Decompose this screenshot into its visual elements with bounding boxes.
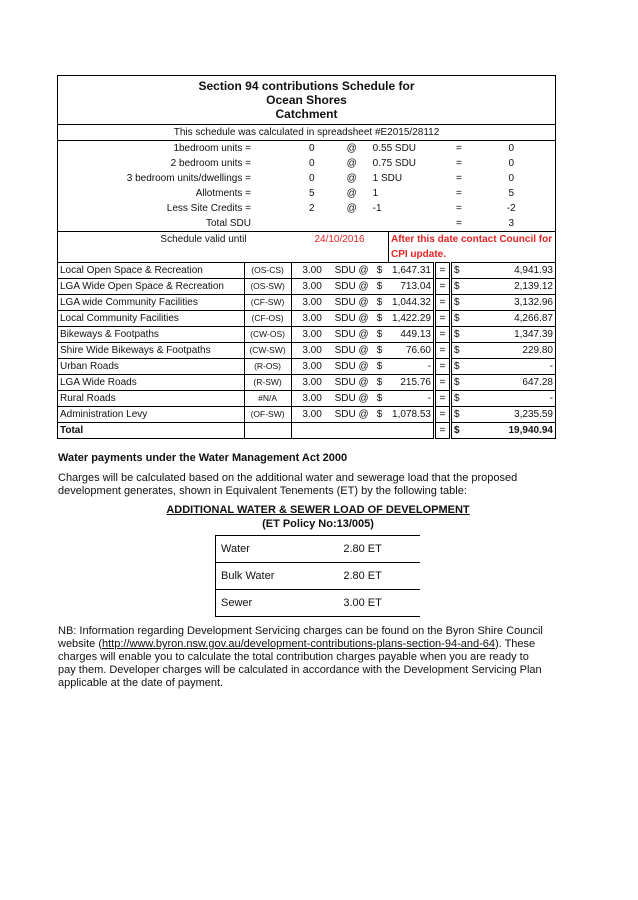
unit-at: @: [346, 203, 357, 214]
item-cur2: $: [450, 407, 467, 423]
total-label: Total: [58, 423, 245, 439]
item-cur2: $: [450, 359, 467, 375]
unit-eq: =: [456, 203, 462, 214]
item-eq: =: [434, 407, 450, 423]
et-row: [216, 590, 421, 617]
item-amount: 1,347.39: [467, 327, 555, 343]
valid-label: Schedule valid until: [160, 234, 247, 245]
item-rate: 215.76: [388, 375, 434, 391]
valid-note-line2: CPI update.: [388, 247, 555, 263]
item-name: LGA wide Community Facilities: [58, 295, 245, 311]
item-code: (OS-SW): [244, 279, 291, 295]
item-unit: SDU @: [333, 359, 371, 375]
item-code: (OS-CS): [244, 263, 291, 279]
contribution-row: [58, 343, 556, 359]
item-sdu: 3.00: [291, 279, 333, 295]
item-unit: SDU @: [333, 279, 371, 295]
et-label: Water: [216, 536, 304, 563]
item-rate: 1,422.29: [388, 311, 434, 327]
item-name: Rural Roads: [58, 391, 245, 407]
total-cur: $: [453, 425, 460, 436]
item-amount: 4,266.87: [467, 311, 555, 327]
item-sdu: 3.00: [291, 295, 333, 311]
item-amount: -: [467, 359, 555, 375]
item-sdu: 3.00: [291, 375, 333, 391]
contribution-row: [58, 279, 556, 295]
item-rate: 1,078.53: [388, 407, 434, 423]
item-eq: =: [434, 279, 450, 295]
item-unit: SDU @: [333, 375, 371, 391]
et-table: [215, 535, 420, 617]
total-eq: =: [434, 423, 450, 439]
item-cur2: $: [450, 391, 467, 407]
unit-label: Allotments =: [195, 188, 251, 199]
item-unit: SDU @: [333, 263, 371, 279]
item-unit: SDU @: [333, 327, 371, 343]
item-code: (CW-SW): [244, 343, 291, 359]
unit-at: @: [346, 143, 357, 154]
unit-rate: 0.55 SDU: [372, 143, 417, 154]
item-amount: 4,941.93: [467, 263, 555, 279]
item-cur: $: [371, 343, 389, 359]
item-unit: SDU @: [333, 343, 371, 359]
et-value: 2.80 ET: [303, 536, 420, 563]
item-amount: 3,235.59: [467, 407, 555, 423]
item-rate: -: [388, 391, 434, 407]
item-eq: =: [434, 391, 450, 407]
item-sdu: 3.00: [291, 263, 333, 279]
unit-at: @: [346, 173, 357, 184]
item-amount: 2,139.12: [467, 279, 555, 295]
unit-qty: 0: [309, 143, 315, 154]
unit-result: 0: [508, 143, 514, 154]
item-name: LGA Wide Open Space & Recreation: [58, 279, 245, 295]
item-cur: $: [371, 359, 389, 375]
unit-rate: 1: [372, 188, 379, 199]
total-sdu-value: 3: [467, 216, 555, 232]
item-eq: =: [434, 295, 450, 311]
unit-qty: 0: [309, 158, 315, 169]
item-sdu: 3.00: [291, 391, 333, 407]
unit-label: 1bedroom units =: [173, 143, 251, 154]
unit-qty: 2: [309, 203, 315, 214]
item-name: Administration Levy: [58, 407, 245, 423]
item-sdu: 3.00: [291, 343, 333, 359]
item-code: (R-SW): [244, 375, 291, 391]
et-table-title: ADDITIONAL WATER & SEWER LOAD OF DEVELOPMENT: [166, 504, 470, 516]
nb-paragraph: NB: Information regarding Development Servicing charges can be found on the Byron Shire Council website (http://www.byron.nsw.gov.au/development-contributions-plans-section-94-and-64). These charges will enable you to calculate the total contribution charges payable when you are ready to pay them. Developer charges will be calculated in accordance with the Development Servicing Plan applicable at the date of payment.: [58, 625, 543, 689]
item-code: #N/A: [244, 391, 291, 407]
item-eq: =: [434, 375, 450, 391]
et-label: Sewer: [216, 590, 304, 617]
unit-qty: 0: [309, 173, 315, 184]
water-intro: Charges will be calculated based on the additional water and sewerage load that the proposed development generates, shown in Equivalent Tenements (ET) by the following table:: [58, 472, 518, 497]
total-amount: 19,940.94: [508, 425, 553, 436]
item-name: Local Open Space & Recreation: [58, 263, 245, 279]
item-amount: 229.80: [467, 343, 555, 359]
item-eq: =: [434, 359, 450, 375]
item-code: (R-OS): [244, 359, 291, 375]
item-sdu: 3.00: [291, 359, 333, 375]
item-cur: $: [371, 407, 389, 423]
et-value: 3.00 ET: [303, 590, 420, 617]
item-eq: =: [434, 263, 450, 279]
contribution-row: [58, 359, 556, 375]
item-name: Bikeways & Footpaths: [58, 327, 245, 343]
total-sdu-label: Total SDU: [58, 216, 292, 232]
item-code: (CF-OS): [244, 311, 291, 327]
schedule-title: Section 94 contributions Schedule for Ocean Shores Catchment: [58, 76, 556, 125]
unit-result: 0: [508, 173, 514, 184]
item-code: (CW-OS): [244, 327, 291, 343]
unit-eq: =: [456, 173, 462, 184]
unit-rate: -1: [372, 203, 382, 214]
item-rate: 76.60: [388, 343, 434, 359]
unit-row: [58, 186, 556, 201]
item-amount: 647.28: [467, 375, 555, 391]
item-sdu: 3.00: [291, 311, 333, 327]
item-rate: 1,647.31: [388, 263, 434, 279]
unit-rate: 1 SDU: [372, 173, 403, 184]
item-unit: SDU @: [333, 391, 371, 407]
unit-row: [58, 171, 556, 186]
item-rate: 1,044.32: [388, 295, 434, 311]
unit-at: @: [346, 188, 357, 199]
item-cur: $: [371, 391, 389, 407]
unit-row: [58, 201, 556, 216]
unit-label: 3 bedroom units/dwellings =: [126, 173, 251, 184]
item-cur: $: [371, 263, 389, 279]
unit-result: 5: [508, 188, 514, 199]
item-sdu: 3.00: [291, 327, 333, 343]
unit-result: 0: [508, 158, 514, 169]
contribution-row: [58, 407, 556, 423]
item-cur: $: [371, 295, 389, 311]
contributions-schedule-table: [57, 75, 556, 439]
contribution-row: [58, 327, 556, 343]
unit-eq: =: [456, 143, 462, 154]
unit-eq: =: [456, 158, 462, 169]
item-cur: $: [371, 279, 389, 295]
item-cur: $: [371, 327, 389, 343]
unit-label: 2 bedroom units =: [170, 158, 251, 169]
et-policy: (ET Policy No:13/005): [262, 518, 374, 530]
item-amount: -: [467, 391, 555, 407]
item-name: LGA Wide Roads: [58, 375, 245, 391]
contribution-row: [58, 295, 556, 311]
unit-eq: =: [456, 188, 462, 199]
unit-result: -2: [506, 203, 516, 214]
item-eq: =: [434, 343, 450, 359]
unit-row: [58, 156, 556, 171]
item-cur2: $: [450, 327, 467, 343]
valid-date: 24/10/2016: [314, 234, 365, 245]
item-cur: $: [371, 311, 389, 327]
council-link[interactable]: http://www.byron.nsw.gov.au/development-contributions-plans-section-94-and-64: [102, 638, 495, 650]
unit-rate: 0.75 SDU: [372, 158, 417, 169]
unit-qty: 5: [309, 188, 315, 199]
et-label: Bulk Water: [216, 563, 304, 590]
contribution-row: [58, 311, 556, 327]
contribution-row: [58, 391, 556, 407]
item-cur2: $: [450, 263, 467, 279]
contribution-row: [58, 263, 556, 279]
item-eq: =: [434, 327, 450, 343]
item-name: Urban Roads: [58, 359, 245, 375]
item-cur: $: [371, 375, 389, 391]
unit-row: [58, 141, 556, 157]
item-unit: SDU @: [333, 311, 371, 327]
unit-at: @: [346, 158, 357, 169]
et-row: [216, 563, 421, 590]
item-code: (CF-SW): [244, 295, 291, 311]
item-name: Local Community Facilities: [58, 311, 245, 327]
item-unit: SDU @: [333, 295, 371, 311]
item-amount: 3,132.96: [467, 295, 555, 311]
et-value: 2.80 ET: [303, 563, 420, 590]
item-rate: 449.13: [388, 327, 434, 343]
item-cur2: $: [450, 375, 467, 391]
item-unit: SDU @: [333, 407, 371, 423]
water-heading: Water payments under the Water Management Act 2000: [58, 452, 348, 464]
item-cur2: $: [450, 295, 467, 311]
valid-note-line1: After this date contact Council for: [388, 232, 555, 248]
item-code: (OF-SW): [244, 407, 291, 423]
item-cur2: $: [450, 343, 467, 359]
et-row: [216, 536, 421, 563]
item-name: Shire Wide Bikeways & Footpaths: [58, 343, 245, 359]
unit-label: Less Site Credits =: [166, 203, 251, 214]
item-cur2: $: [450, 311, 467, 327]
item-cur2: $: [450, 279, 467, 295]
item-rate: 713.04: [388, 279, 434, 295]
contribution-row: [58, 375, 556, 391]
total-sdu-eq: =: [450, 216, 467, 232]
item-eq: =: [434, 311, 450, 327]
calc-note: This schedule was calculated in spreadsheet #E2015/28112: [58, 125, 556, 141]
item-sdu: 3.00: [291, 407, 333, 423]
item-rate: -: [388, 359, 434, 375]
